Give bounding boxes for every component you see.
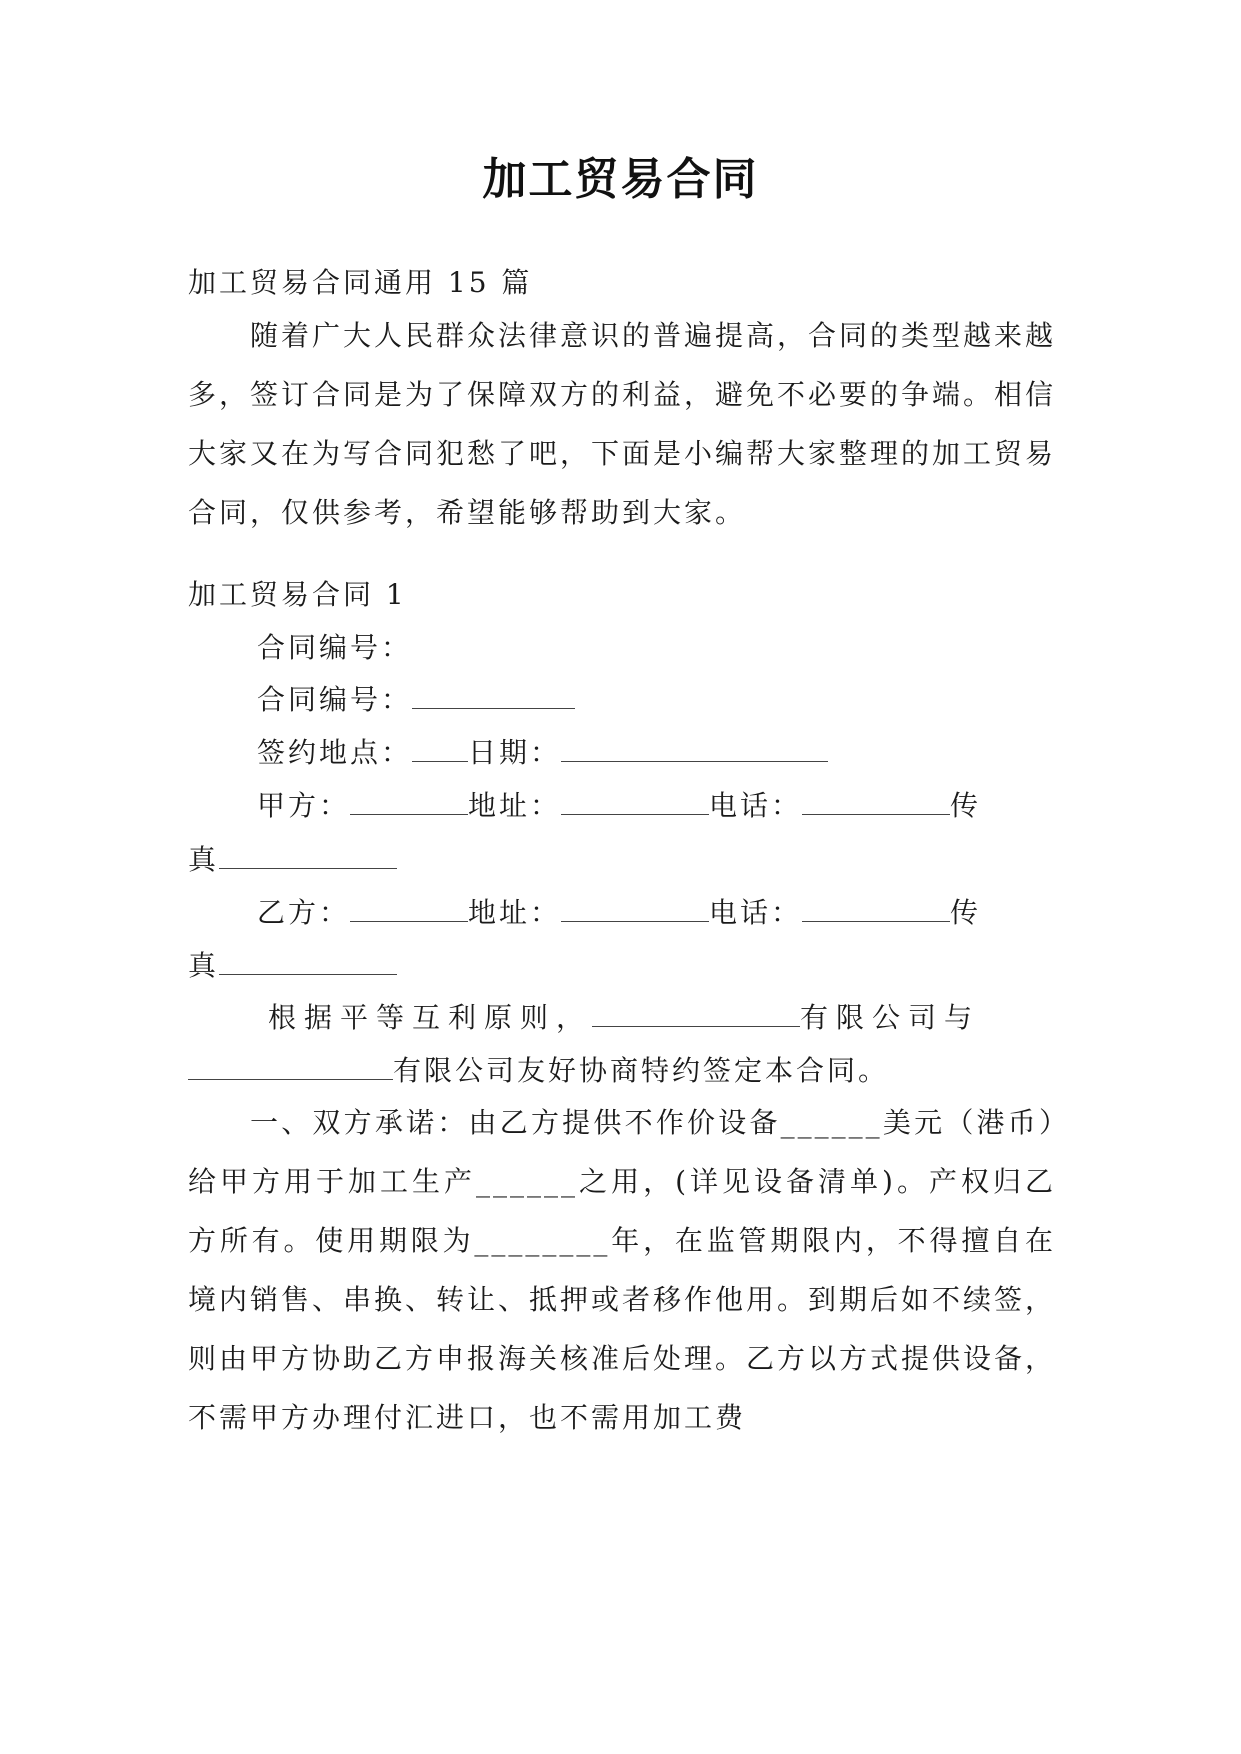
party-a-phone-blank: [802, 788, 950, 815]
document-subtitle: 加工贸易合同通用 15 篇: [188, 266, 533, 299]
party-a-fax-label-part1: 传: [950, 789, 982, 822]
principle-text-2: 有限公司与: [800, 1001, 981, 1034]
party-b-fax-label-part1: 传: [950, 896, 982, 929]
principle-text-3: 有限公司友好协商特约签定本合同。: [393, 1054, 890, 1087]
party-b-name-blank: [350, 895, 468, 922]
section-heading: 加工贸易合同 1: [188, 578, 407, 611]
sign-place-date-line: [257, 733, 828, 773]
document-title: 加工贸易合同: [482, 154, 759, 205]
party-b-fax-blank: [219, 948, 397, 975]
party-b-phone-label: 电话：: [709, 896, 803, 929]
contract-number-label: 合同编号：: [257, 683, 413, 716]
sign-place-label: 签约地点：: [257, 736, 413, 769]
party-b-line: [257, 893, 981, 933]
party-a-name-blank: [350, 788, 468, 815]
contract-number-line-2: [257, 680, 575, 720]
party-a-address-blank: [561, 788, 709, 815]
party-a-fax-line: [188, 840, 397, 880]
party-a-fax-label-part2: 真: [188, 843, 220, 876]
party-b-address-blank: [561, 895, 709, 922]
party-b-fax-line: [188, 946, 397, 986]
party-a-phone-label: 电话：: [709, 789, 803, 822]
party-b-phone-blank: [802, 895, 950, 922]
principle-text-1: 根据平等互利原则，: [268, 1001, 593, 1034]
party-b-fax-label-part2: 真: [188, 949, 220, 982]
party-a-address-label: 地址：: [468, 789, 562, 822]
party-a-line: [257, 786, 981, 826]
company-2-blank: [188, 1053, 393, 1080]
principle-line-1: [268, 998, 980, 1038]
party-a-label: 甲方：: [257, 789, 351, 822]
contract-number-blank: [412, 682, 575, 709]
party-a-fax-blank: [219, 842, 397, 869]
party-b-address-label: 地址：: [468, 896, 562, 929]
date-blank: [561, 735, 828, 762]
contract-number-label: 合同编号：: [257, 631, 413, 664]
sign-place-blank: [412, 735, 468, 762]
principle-line-2: [188, 1051, 889, 1091]
company-1-blank: [592, 1000, 800, 1027]
party-b-label: 乙方：: [257, 896, 351, 929]
date-label: 日期：: [468, 736, 562, 769]
clause-1-paragraph: 一、双方承诺：由乙方提供不作价设备______美元（港币）给甲方用于加工生产______之用，(详见设备清单)。产权归乙方所有。使用期限为________年，在监管期限内，不得擅自在境内销售、串换、转让、抵押或者移作他用。到期后如不续签，则由甲方协助乙方申报海关核准后处理。乙方以方式提供设备，不需甲方办理付汇进口，也不需用加工费: [188, 1106, 1057, 1434]
intro-paragraph: 随着广大人民群众法律意识的普遍提高，合同的类型越来越多，签订合同是为了保障双方的利益，避免不必要的争端。相信大家又在为写合同犯愁了吧，下面是小编帮大家整理的加工贸易合同，仅供参考，希望能够帮助到大家。: [188, 319, 1057, 529]
contract-number-line-1: [257, 628, 412, 668]
